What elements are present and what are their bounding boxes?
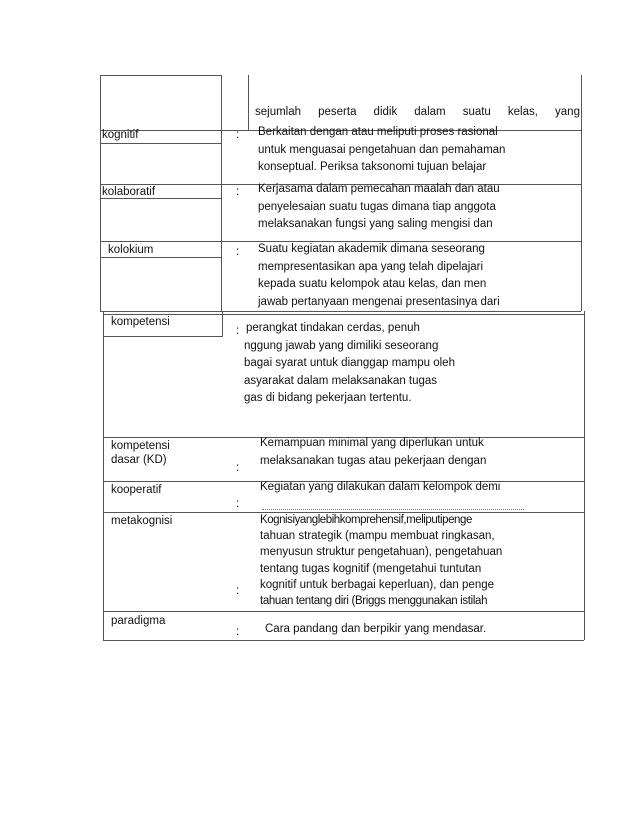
- definition-line: menyusun struktur pengetahuan), pengetahuan: [260, 546, 503, 559]
- glossary-definition: [260, 435, 486, 470]
- rule: [103, 481, 104, 512]
- definition-line: Kegiatan yang dilakukan dalam kelompok demi: [260, 481, 501, 493]
- definition-line: kognitif untuk berbagai keperluan), dan penge: [260, 578, 495, 591]
- definition-line: bagai syarat untuk dianggap mampu oleh: [244, 357, 455, 369]
- glossary-definition: [265, 621, 486, 639]
- definition-line: tentang tugas kognitif (mengetahui tuntutan: [260, 562, 482, 575]
- rule: [103, 640, 584, 641]
- word: didik: [373, 106, 398, 118]
- rule: [584, 481, 585, 512]
- definition-line: gas di bidang pekerjaan tertentu.: [244, 392, 412, 404]
- colon-separator: :: [236, 462, 240, 474]
- definition-line: penyelesaian suatu tugas dimana tiap anggota: [258, 200, 496, 213]
- rule: [221, 241, 222, 311]
- colon-separator: :: [236, 325, 240, 337]
- word: sejumlah: [255, 106, 302, 118]
- word: yang: [555, 106, 580, 118]
- definition-line: Suatu kegiatan akademik dimana seseorang: [258, 243, 485, 255]
- rule: [100, 75, 221, 76]
- continued-text: [255, 106, 580, 118]
- definition-line: nggung jawab yang dimiliki seseorang: [244, 339, 439, 352]
- word: dalam: [414, 106, 446, 118]
- definition-line: asyarakat dalam melaksanakan tugas: [244, 374, 438, 387]
- rule: [103, 611, 584, 612]
- rule: [103, 437, 104, 481]
- rule: [584, 512, 585, 611]
- definition-line: kepada suatu kelompok atau kelas, dan men: [258, 278, 487, 290]
- glossary-definition: [258, 241, 500, 311]
- definition-line: Kognisiyanglebihkomprehensif,meliputipenge: [260, 514, 472, 526]
- colon-separator: :: [236, 626, 240, 638]
- definition-line: melaksanakan fungsi yang saling mengisi dan: [258, 218, 493, 230]
- colon-separator: :: [236, 246, 240, 258]
- rule: [100, 121, 101, 184]
- colon-separator: :: [236, 585, 240, 597]
- definition-line: Kerjasama dalam pemecahan maalah dan atau: [258, 183, 500, 195]
- rule: [100, 311, 581, 312]
- glossary-term: kooperatif: [111, 484, 162, 496]
- rule: [581, 184, 582, 241]
- definition-line: Berkaitan dengan atau meliputi proses rasional: [258, 126, 498, 138]
- rule: [103, 311, 104, 437]
- definition-line: untuk menguasai pengetahuan dan pemahaman: [258, 143, 506, 156]
- rule: [103, 314, 584, 315]
- rule: [584, 611, 585, 640]
- colon-separator: :: [236, 186, 240, 198]
- word: suatu: [462, 106, 491, 118]
- rule: [103, 512, 104, 611]
- definition-line: tahuan strategik (mampu membuat ringkasan,: [260, 530, 495, 543]
- colon-separator: :: [236, 129, 240, 141]
- rule: [103, 611, 104, 640]
- colon-separator: :: [236, 498, 240, 510]
- glossary-definition: [244, 320, 455, 408]
- rule: [100, 241, 101, 311]
- rule: [581, 241, 582, 311]
- definition-line: Kemampuan minimal yang diperlukan untuk: [260, 437, 484, 449]
- glossary-term: kolaboratif: [102, 186, 156, 198]
- word: peserta: [318, 106, 357, 118]
- rule: [581, 130, 582, 184]
- rule: [221, 75, 222, 130]
- rule: [584, 311, 585, 437]
- definition-line: tahuan tentang diri (Briggs menggunakan istilah: [260, 595, 488, 608]
- definition-line: perangkat tindakan cerdas, penuh: [246, 322, 420, 334]
- rule: [100, 257, 221, 258]
- glossary-term: kognitif: [102, 129, 139, 141]
- glossary-definition: [258, 181, 500, 234]
- rule: [584, 437, 585, 481]
- definition-line: mempresentasikan apa yang telah dipelajari: [258, 260, 484, 273]
- glossary-term: kolokium: [108, 244, 154, 256]
- definition-line: Cara pandang dan berpikir yang mendasar.: [265, 623, 487, 635]
- word: kelas,: [507, 106, 538, 118]
- term-line: kompetensi: [111, 440, 170, 452]
- definition-line: jawab pertanyaan mengenai presentasinya dari: [258, 295, 500, 308]
- rule: [581, 75, 582, 130]
- glossary-definition: [260, 512, 502, 609]
- rule: [100, 143, 221, 144]
- definition-line: konseptual. Periksa taksonomi tujuan belajar: [258, 161, 487, 173]
- glossary-term: paradigma: [111, 615, 166, 627]
- rule: [221, 130, 222, 184]
- glossary-term: [111, 439, 170, 467]
- definition-line: melaksanakan tugas atau pekerjaan dengan: [260, 454, 487, 467]
- rule: [100, 184, 101, 241]
- rule: [221, 184, 222, 241]
- glossary-definition: [258, 124, 505, 177]
- rule: [248, 75, 249, 130]
- glossary-term: metakognisi: [111, 515, 173, 527]
- glossary-term: kompetensi: [111, 316, 170, 328]
- glossary-definition: [260, 479, 500, 497]
- rule: [103, 336, 222, 337]
- term-line: dasar (KD): [111, 454, 167, 466]
